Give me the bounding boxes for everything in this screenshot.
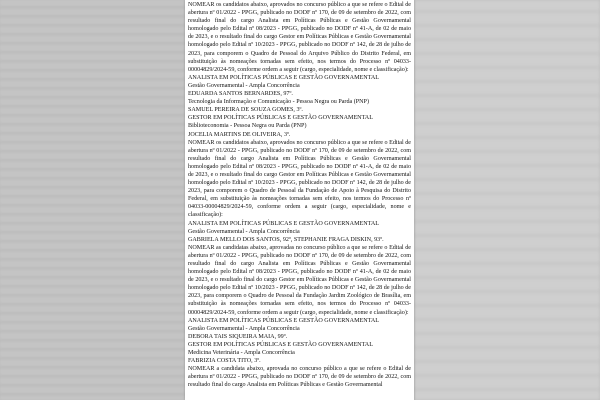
specialty-line: Biblioteconomia - Pessoa Negra ou Parda (PNP) xyxy=(188,123,307,130)
candidate-line: SAMUEL PEREIRA DE SOUZA GOMES, 3º. xyxy=(188,107,303,114)
paragraph-nomear-arquivo: NOMEAR os candidatos abaixo, aprovados no concurso público a que se refere o Edital de abertura nº 01/2022 - PPGG, publicado no DODF nº 170, de 09 de setembro de 2022, com resultado final do cargo Analista em Políticas Públicas e Gestão Governamental homologado pelo Edital nº 08/2023 - PPGG, publicado no DODF nº 41-A, de 02 de maio de 2023, e o resultado final do cargo Gestor em Políticas Públicas e Gestão Governamental homologado pelo Edital nº 10/2023 - PPGG, publicado no DODF nº 142, de 28 de julho de 2023, para comporem o Quadro de Pessoal do Arquivo Público do Distrito Federal, em substituição às nomeações tornadas sem efeito, nos termos do Processo nº 04033-00004829/2024-59, conforme ordem a seguir (cargo, especialidade, nome e classificação): xyxy=(188,2,411,73)
candidate-line: JOCELIA MARTINS DE OLIVEIRA, 3º. xyxy=(188,131,291,138)
specialty-line: Gestão Governamental - Ampla Concorrência xyxy=(188,82,300,89)
paragraph-nomear-partial: NOMEAR a candidata abaixo, aprovada no concurso público a que se refere o Edital de abertura nº 01/2022 - PPGG, publicado no DODF nº 170, de 09 de setembro de 2022, com resultado final do cargo Analista em Políticas Públicas e Gestão Governamental xyxy=(188,366,411,389)
paragraph-nomear-zoo: NOMEAR as candidatas abaixo, aprovadas no concurso público a que se refere o Edital de abertura nº 01/2022 - PPGG, publicado no DODF nº 170, de 09 de setembro de 2022, com resultado final do cargo Analista em Políticas Públicas e Gestão Governamental homologado pelo Edital nº 08/2023 - PPGG, publicado no DODF nº 41-A, de 02 de maio de 2023, e o resultado final do cargo Gestor em Políticas Públicas e Gestão Governamental homologado pelo Edital nº 10/2023 - PPGG, publicado no DODF nº 142, de 28 de julho de 2023, para comporem o Quadro de Pessoal da Fundação Jardim Zoológico de Brasília, em substituição às nomeações tornadas sem efeito, nos termos do Processo nº 04033-00004829/2024-59, conforme ordem a seguir (cargo, especialidade, nome e classificação): xyxy=(188,244,411,316)
document-body xyxy=(185,0,414,390)
specialty-line: Medicina Veterinária - Ampla Concorrência xyxy=(188,350,295,357)
candidate-line: EDUARDA SANTOS BERNARDES, 97º. xyxy=(188,91,293,98)
heading-analista: ANALISTA EM POLÍTICAS PÚBLICAS E GESTÃO GOVERNAMENTAL xyxy=(188,317,379,324)
specialty-line: Gestão Governamental - Ampla Concorrência xyxy=(188,325,300,332)
heading-analista: ANALISTA EM POLÍTICAS PÚBLICAS E GESTÃO GOVERNAMENTAL xyxy=(188,220,379,227)
candidate-line: GABRIELA MELLO DOS SANTOS, 92º, STEPHANIE FRAGA DISKIN, 93º. xyxy=(188,236,384,243)
specialty-line: Gestão Governamental - Ampla Concorrência xyxy=(188,228,300,235)
heading-gestor: GESTOR EM POLÍTICAS PÚBLICAS E GESTÃO GOVERNAMENTAL xyxy=(188,341,373,348)
document-page xyxy=(185,0,414,400)
blurred-background-right xyxy=(414,0,600,400)
blurred-background-left xyxy=(0,0,185,400)
specialty-line: Tecnologia da Informação e Comunicação - Pessoa Negra ou Parda (PNP) xyxy=(188,99,369,106)
heading-gestor: GESTOR EM POLÍTICAS PÚBLICAS E GESTÃO GOVERNAMENTAL xyxy=(188,115,373,122)
candidate-line: DEBORA TAIS SIQUEIRA MAIA, 99º. xyxy=(188,333,288,340)
heading-analista: ANALISTA EM POLÍTICAS PÚBLICAS E GESTÃO GOVERNAMENTAL xyxy=(188,74,379,81)
paragraph-nomear-fap: NOMEAR os candidatos abaixo, aprovados no concurso público a que se refere o Edital de abertura nº 01/2022 - PPGG, publicado no DODF nº 170, de 09 de setembro de 2022, com resultado final do cargo Analista em Políticas Públicas e Gestão Governamental homologado pelo Edital nº 08/2023 - PPGG, publicado no DODF nº 41-A, de 02 de maio de 2023, e o resultado final do cargo Gestor em Políticas Públicas e Gestão Governamental homologado pelo Edital nº 10/2023 - PPGG, publicado no DODF nº 142, de 28 de julho de 2023, para comporem o Quadro de Pessoal da Fundação de Apoio à Pesquisa do Distrito Federal, em substituição às nomeações tornadas sem efeito, nos termos do Processo nº 04033-00004829/2024-59, conforme ordem a seguir (cargo, especialidade, nome e classificação): xyxy=(188,139,411,219)
candidate-line: FABRIZIA COSTA TITO, 3º. xyxy=(188,358,261,365)
